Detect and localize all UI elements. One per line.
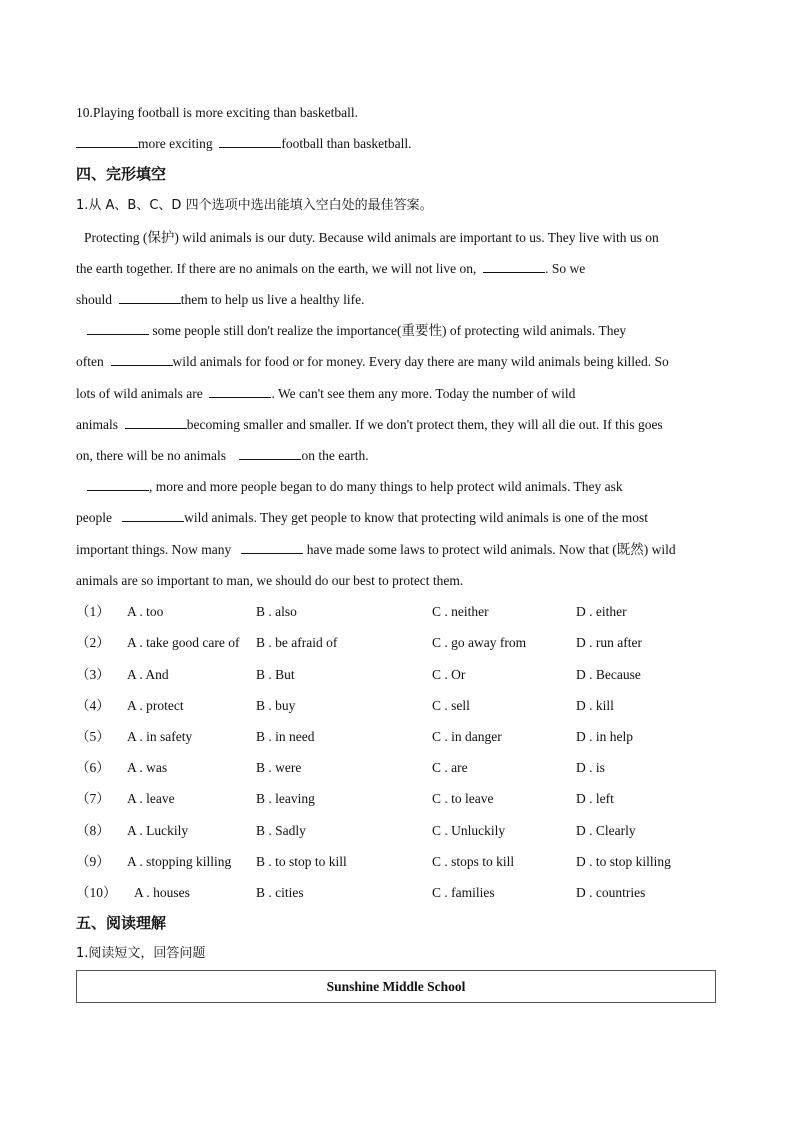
option-a[interactable]: A . stopping killing [127,854,232,869]
passage-line-7 [76,416,663,434]
option-a[interactable]: A . in safety [127,729,193,744]
passage-line-5 [76,353,669,371]
option-row-8 [76,822,736,840]
option-d[interactable]: D . is [576,760,605,775]
answer-blank-3[interactable] [87,322,149,335]
q10-rewrite-mid: more exciting [138,136,213,151]
option-c[interactable]: C . go away from [432,635,527,650]
passage-text: wild animals. They get people to know that protecting wild animals is one of the most [184,510,649,525]
passage-text: have made some laws to protect wild animals. Now that (既然) wild [306,542,676,557]
option-number: （9） [76,854,110,869]
option-row-6 [76,759,736,777]
option-b[interactable]: B . leaving [256,791,315,806]
option-number: （10） [76,885,117,900]
section4-heading: 四、完形填空 [76,165,167,183]
option-d[interactable]: D . either [576,604,627,619]
option-d[interactable]: D . run after [576,635,642,650]
passage-line-1: Protecting (保护) wild animals is our duty. Because wild animals are important to us. They live with us on [84,230,659,245]
q10-rewrite-end: football than basketball. [281,136,412,151]
option-row-7 [76,790,736,808]
answer-blank[interactable] [219,135,281,148]
option-d[interactable]: D . to stop killing [576,854,671,869]
passage-line-4 [87,322,626,340]
option-a[interactable]: A . And [127,667,169,682]
passage-text: , more and more people began to do many things to help protect wild animals. They ask [149,479,623,494]
answer-blank-1[interactable] [483,260,545,273]
option-row-4 [76,697,736,715]
answer-blank-10[interactable] [241,541,303,554]
option-c[interactable]: C . Or [432,667,466,682]
option-c[interactable]: C . are [432,760,468,775]
answer-blank-8[interactable] [87,478,149,491]
answer-blank-5[interactable] [209,385,271,398]
option-row-3 [76,666,736,684]
option-b[interactable]: B . Sadly [256,823,306,838]
school-title-box [76,970,716,1003]
option-c[interactable]: C . families [432,885,495,900]
passage-line-2 [76,260,585,278]
option-b[interactable]: B . But [256,667,295,682]
answer-blank-6[interactable] [125,416,187,429]
option-c[interactable]: C . in danger [432,729,502,744]
option-b[interactable]: B . in need [256,729,315,744]
option-b[interactable]: B . to stop to kill [256,854,347,869]
option-row-10 [76,884,736,902]
passage-line-11 [76,541,676,559]
option-c[interactable]: C . to leave [432,791,494,806]
option-number: （2） [76,635,110,650]
option-a[interactable]: A . too [127,604,164,619]
option-c[interactable]: C . stops to kill [432,854,515,869]
answer-blank-2[interactable] [119,291,181,304]
passage-text: becoming smaller and smaller. If we don't protect them, they will all die out. If this goes [186,417,663,432]
option-d[interactable]: D . countries [576,885,646,900]
option-b[interactable]: B . were [256,760,302,775]
school-title: Sunshine Middle School [326,979,466,994]
option-row-5 [76,728,736,746]
option-row-9 [76,853,736,871]
passage-line-12: animals are so important to man, we should do our best to protect them. [76,573,464,588]
option-number: （3） [76,667,110,682]
option-a[interactable]: A . take good care of [127,635,240,650]
passage-line-6 [76,385,575,403]
answer-blank-7[interactable] [239,447,301,460]
passage-text: them to help us live a healthy life. [180,292,365,307]
option-b[interactable]: B . buy [256,698,296,713]
passage-text: should [76,292,113,307]
passage-text: animals [76,417,118,432]
passage-text: wild animals for food or for money. Every day there are many wild animals being killed. So [172,354,669,369]
passage-line-8 [76,447,369,465]
passage-line-3 [76,291,364,309]
option-d[interactable]: D . kill [576,698,614,713]
option-number: （8） [76,823,110,838]
option-d[interactable]: D . left [576,791,614,806]
option-b[interactable]: B . be afraid of [256,635,338,650]
passage-text: people [76,510,112,525]
section4-instruction: 1.从 A、B、C、D 四个选项中选出能填入空白处的最佳答案。 [76,198,433,213]
section5-heading: 五、阅读理解 [76,914,167,932]
option-a[interactable]: A . Luckily [127,823,189,838]
option-a[interactable]: A . leave [127,791,175,806]
option-c[interactable]: C . sell [432,698,470,713]
option-number: （5） [76,729,110,744]
option-b[interactable]: B . cities [256,885,304,900]
option-a[interactable]: A . houses [134,885,190,900]
option-number: （7） [76,791,110,806]
passage-text: on, there will be no animals [76,448,226,463]
passage-text: some people still don't realize the importance(重要性) of protecting wild animals. They [152,323,627,338]
answer-blank-4[interactable] [111,353,173,366]
passage-line-9 [87,478,623,496]
q10-sentence: 10.Playing football is more exciting than basketball. [76,105,358,120]
passage-text: . We can't see them any more. Today the number of wild [271,386,576,401]
section5-instruction: 1.阅读短文，回答问题 [76,946,206,961]
option-number: （6） [76,760,110,775]
option-a[interactable]: A . protect [127,698,184,713]
option-number: （4） [76,698,110,713]
option-row-2 [76,634,736,652]
option-c[interactable]: C . neither [432,604,489,619]
option-d[interactable]: D . Clearly [576,823,636,838]
option-d[interactable]: D . Because [576,667,641,682]
passage-text: important things. Now many [76,542,232,557]
passage-text: lots of wild animals are [76,386,203,401]
answer-blank[interactable] [76,135,138,148]
option-b[interactable]: B . also [256,604,297,619]
passage-line-10 [76,509,648,527]
passage-text: the earth together. If there are no animals on the earth, we will not live on, [76,261,477,276]
option-c[interactable]: C . Unluckily [432,823,506,838]
passage-text: on the earth. [301,448,369,463]
option-number: （1） [76,604,110,619]
passage-text: often [76,354,104,369]
option-a[interactable]: A . was [127,760,168,775]
q10-rewrite [76,135,411,153]
answer-blank-9[interactable] [122,509,184,522]
passage-text: . So we [545,261,586,276]
option-row-1 [76,603,736,621]
option-d[interactable]: D . in help [576,729,633,744]
